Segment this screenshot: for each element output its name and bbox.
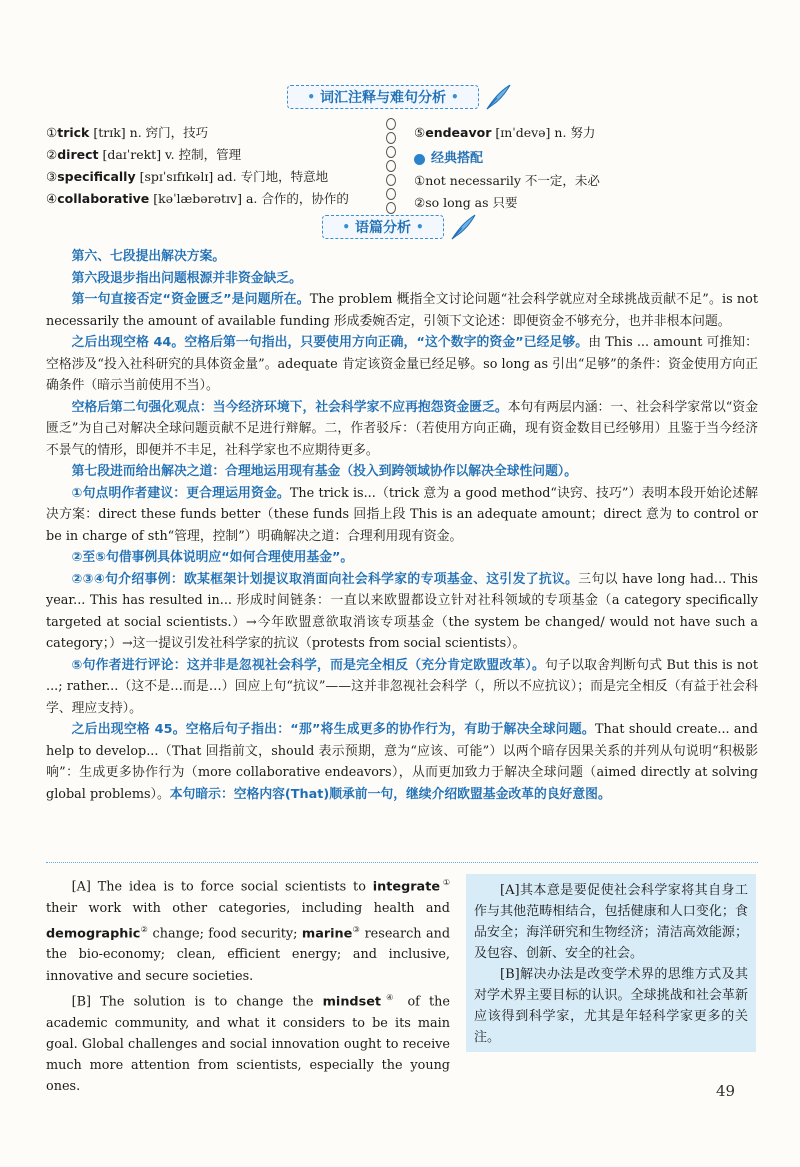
divider: [46, 862, 758, 863]
analysis-section-header: [0, 212, 800, 242]
vocab-item-2: ②direct [daɪˈrekt] v. 控制，管理: [46, 147, 242, 162]
translation-a: [A]其本意是要促使社会科学家将其自身工作与其他范畴相结合，包括健康和人口变化；食品安全；海洋研究和生物经济；清洁高效能源；及包容、创新、安全的社会。: [474, 883, 748, 961]
analysis-p3: 第一句直接否定“资金匮乏”是问题所在。The problem 概指全文讨论问题“社会科学就应对全球挑战贡献不足”。is not necessarily the amount of available funding 形成委婉否定，引领下文论述：即便资金不够充分，也并非根本问题。: [46, 292, 758, 329]
vocab-section-header: [0, 82, 800, 112]
quill-icon: [483, 82, 513, 112]
analysis-header-pill: • 语篇分析 •: [322, 215, 443, 239]
passage-options: [46, 872, 450, 1098]
vocab-item-3: ③specifically [spɪˈsɪfɪkəlɪ] ad. 专门地，特意地: [46, 169, 329, 184]
option-a: [A] The idea is to force social scientists to integrate① their work with other categories, including health and demographic② change; food security; marine③ research and the bio-economy; clean, efficient energy; and inclusive, innovative and secure societies.: [46, 878, 451, 984]
translation-b: [B]解决办法是改变学术界的思维方式及其对学术界主要目标的认识。全球挑战和社会革新应该得到科学家，尤其是年轻科学家更多的关注。: [474, 967, 748, 1045]
analysis-p9: ②③④句介绍事例：欧某框架计划提议取消面向社会科学家的专项基金、这引发了抗议。三句以 have long had... This year... This has resulted in... 形成时间链条：一直以来欧盟都设立针对社科领域的专项基金（a category specifically targeted at social scientists.）→今年欧盟意欲取消该专项基金（the system be changed/ would not have such a category；）→这一提议引发社科学家的抗议（protests from social scientists）。: [46, 571, 758, 651]
analysis-p2: 第六段退步指出问题根源并非资金缺乏。: [71, 270, 302, 286]
quill-icon: [448, 212, 478, 242]
analysis-p10: ⑤句作者进行评论：这并非是忽视社会科学，而是完全相反（充分肯定欧盟改革）。句子以取舍判断句式 But this is not ...; rather...（这不是…而是…）回应上句“抗议”——这并非忽视社会科学（，所以不应抗议）；而是完全相反（有益于社会科学、理应支持）。: [46, 657, 758, 716]
analysis-body: [46, 246, 758, 805]
vocab-header-title: 词汇注释与难句分析: [320, 90, 446, 106]
analysis-p11: 之后出现空格 45。空格后句子指出：“那”将生成更多的协作行为，有助于解决全球问题。That should create... and help to develop...（That 回指前文，should 表示预期，意为“应该、可能”）以两个暗存因果关系的并列从句说明“积极影响”：生成更多协作行为（more collaborative endeavors），从而更加致力于解决全球问题（aimed directly at solving global problems）。本句暗示：空格内容(That)顺承前一句，继续介绍欧盟基金改革的良好意图。: [46, 722, 758, 802]
vocab-list-right: [414, 122, 774, 214]
analysis-p1: 第六、七段提出解决方案。: [71, 249, 226, 264]
collocation-item-1: ①not necessarily 不一定，未必: [414, 173, 600, 188]
binder-rings: [384, 118, 398, 208]
option-b: [B] The solution is to change the mindset④ of the academic community, and what it considers to be its main goal. Global challenges and social innovation ought to receive much more attention from scientists, especially the young ones.: [46, 993, 450, 1095]
analysis-header-title: 语篇分析: [355, 220, 411, 236]
vocab-item-5: ⑤endeavor [ɪnˈdevə] n. 努力: [414, 125, 596, 140]
analysis-p7: ①句点明作者建议：更合理运用资金。The trick is...（trick 意为 a good method“诀窍、技巧”）表明本段开始论述解决方案：direct these funds better（these funds 回指上段 This is an adequate amount；direct 意为 to control or be in charge of sth“管理，控制”）明确解决之道：合理利用现有资金。: [46, 485, 758, 544]
vocab-item-1: ①trick [trɪk] n. 窍门，技巧: [46, 125, 209, 140]
collocation-item-2: ②so long as 只要: [414, 195, 518, 210]
analysis-p6: 第七段进而给出解决之道：合理地运用现有基金（投入到跨领域协作以解决全球性问题）。: [71, 464, 578, 479]
translation-box: [466, 874, 756, 1052]
collocation-title: 经典搭配: [414, 148, 774, 170]
page-number: 49: [716, 1082, 736, 1100]
vocab-header-pill: • 词汇注释与难句分析 •: [287, 85, 478, 109]
analysis-p8: ②至⑤句借事例具体说明应“如何合理使用基金”。: [71, 550, 354, 565]
vocab-list-left: [46, 122, 376, 210]
analysis-p4: 之后出现空格 44。空格后第一句指出，只要使用方向正确，“这个数字的资金”已经足够。由 This ... amount 可推知：空格涉及“投入社科研究的具体资金量”。adequate 肯定该资金量已经足够。so long as 引出“足够”的条件：资金使用方向正确条件（暗示当前使用不当）。: [46, 335, 758, 393]
bullet-icon: [414, 154, 425, 165]
analysis-p5: 空格后第二句强化观点：当今经济环境下，社会科学家不应再抱怨资金匮乏。本句有两层内涵：一、社会科学家常以“资金匮乏”为自己对解决全球问题贡献不足进行辩解。二，作者驳斥：（若使用方向正确，现有资金数目已经够用）且鉴于当今经济不景气的情形，即便并不丰足，社科学家也不应期待更多。: [46, 399, 758, 458]
vocab-item-4: ④collaborative [kəˈlæbərətɪv] a. 合作的，协作的: [46, 191, 349, 206]
